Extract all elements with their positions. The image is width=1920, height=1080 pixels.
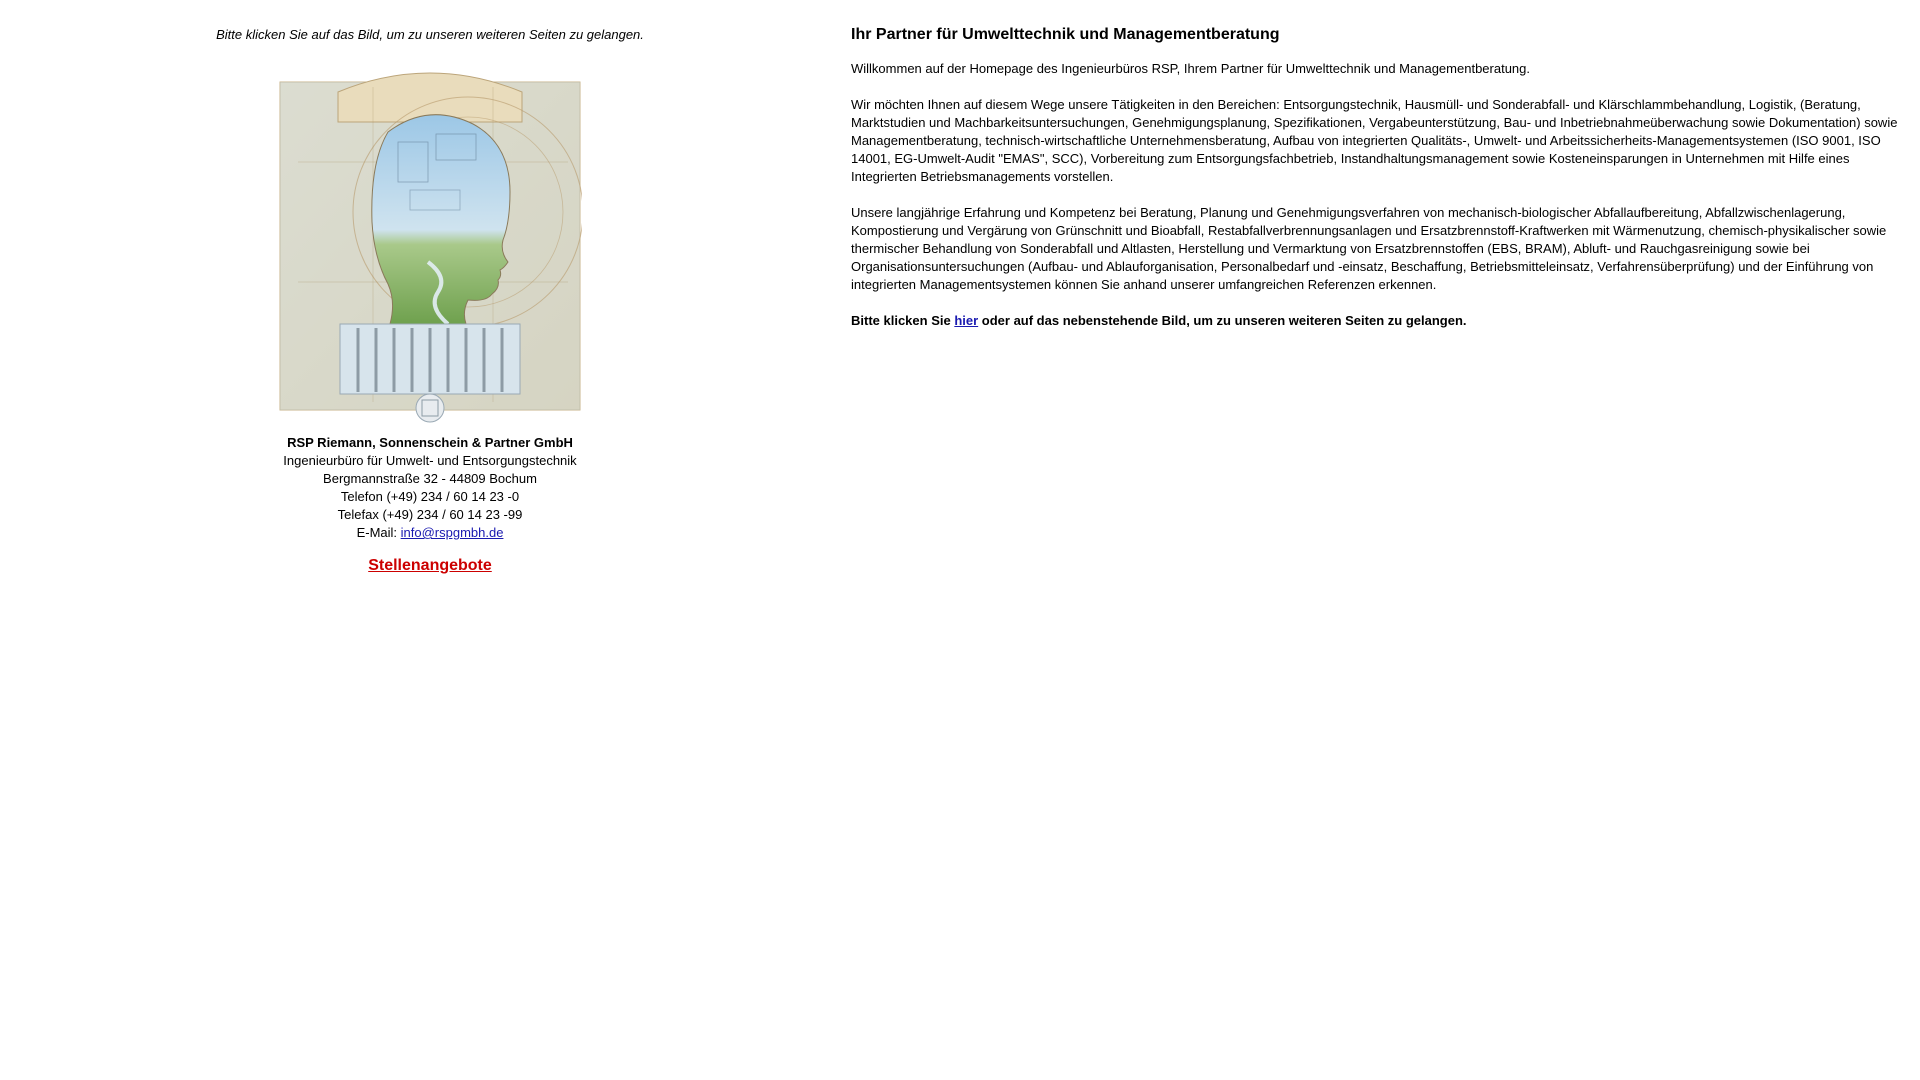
page-title: Ihr Partner für Umwelttechnik und Managementberatung <box>851 26 1280 43</box>
cta-paragraph <box>851 312 1911 330</box>
fax-number: Telefax (+49) 234 / 60 14 23 -99 <box>337 507 523 522</box>
image-hint: Bitte klicken Sie auf das Bild, um zu unseren weiteren Seiten zu gelangen. <box>216 27 644 42</box>
welcome-paragraph: Willkommen auf der Homepage des Ingenieurbüros RSP, Ihrem Partner für Umwelttechnik und Managementberatung. <box>851 61 1530 76</box>
jobs-link[interactable]: Stellenangebote <box>368 557 492 574</box>
email-label: E-Mail: <box>356 525 401 540</box>
activities-paragraph: Wir möchten Ihnen auf diesem Wege unsere Tätigkeiten in den Bereichen: Entsorgungstechnik, Hausmüll- und Sonderabfall- und Klärschlammbehandlung, Logistik, (Beratung, Marktstudien und Machbarkeitsuntersuchungen, Genehmigungsplanung, Spezifikationen, Vergabeunterstützung, Bau- und Inbetriebnahmeüberwachung sowie Dokumentation) sowie Managementberatung, technisch-wirtschaftliche Unternehmensberatung, Aufbau von integrierten Qualitäts-, Umwelt- und Arbeitssicherheits-Managementsystemen (ISO 9001, ISO 14001, EG-Umwelt-Audit "EMAS", SCC), Vorbereitung zum Entsorgungsfachbetrieb, Instandhaltungsmanagement sowie Kosteneinsparungen in Unternehmen mit Hilfe eines Integrierten Betriebsmanagements vorstellen. <box>851 97 1898 184</box>
phone-number: Telefon (+49) 234 / 60 14 23 -0 <box>340 489 520 504</box>
company-subtitle: Ingenieurbüro für Umwelt- und Entsorgungstechnik <box>283 453 577 468</box>
street-address: Bergmannstraße 32 - 44809 Bochum <box>323 471 537 486</box>
cta-after: oder auf das nebenstehende Bild, um zu unseren weiteren Seiten zu gelangen. <box>978 313 1467 328</box>
head-landscape-image-link[interactable] <box>278 62 582 426</box>
email-link[interactable]: info@rspgmbh.de <box>400 525 504 540</box>
email-line <box>205 524 655 542</box>
here-link[interactable]: hier <box>954 313 979 328</box>
company-address <box>205 434 655 542</box>
cta-before: Bitte klicken Sie <box>851 313 955 328</box>
experience-paragraph: Unsere langjährige Erfahrung und Kompetenz bei Beratung, Planung und Genehmigungsverfahren von mechanisch-biologischer Abfallaufbereitung, Abfallzwischenlagerung, Kompostierung und Vergärung von Grünschnitt und Bioabfall, Restabfallverbrennungsanlagen und Ersatzbrennstoff-Kraftwerken mit Wärmenutzung, chemisch-physikalischer sowie thermischer Behandlung von Sonderabfall und Altlasten, Herstellung und Vermarktung von Ersatzbrennstoffen (EBS, BRAM), Abluft- und Rauchgasreinigung sowie bei Organisationsuntersuchungen (Aufbau- und Ablauforganisation, Personalbedarf und -einsatz, Beschaffung, Betriebsmitteleinsatz, Verfahrensüberprüfung) und der Einführung von integrierten Managementsystemen können Sie anhand unserer umfangreichen Referenzen erkennen. <box>851 205 1887 292</box>
company-name: RSP Riemann, Sonnenschein & Partner GmbH <box>287 435 573 450</box>
left-column <box>205 27 655 575</box>
right-column <box>851 25 1911 348</box>
head-landscape-image <box>278 62 582 426</box>
